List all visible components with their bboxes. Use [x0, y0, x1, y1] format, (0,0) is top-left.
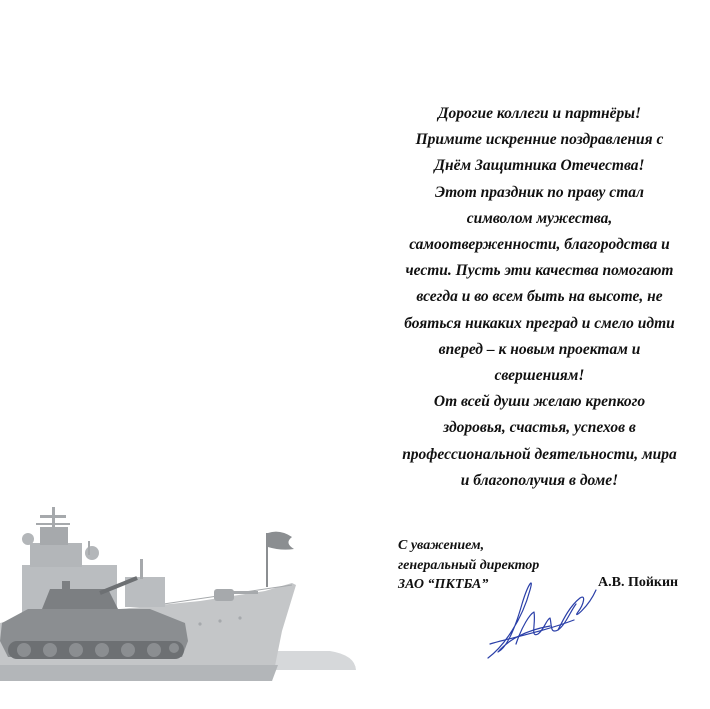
signer-name: А.В. Пойкин: [598, 575, 679, 590]
greeting-line: чести. Пусть эти качества помогают: [405, 262, 674, 280]
greeting-line: и благополучия в доме!: [460, 471, 619, 489]
greeting-line: Примите искренние поздравления с: [415, 131, 664, 149]
greeting-line: вперед – к новым проектам и: [438, 340, 641, 358]
greeting-line: свершениям!: [494, 367, 585, 385]
greeting-line: всегда и во всем быть на высоте, не: [416, 288, 663, 306]
handwritten-signature-icon: [470, 560, 605, 670]
greeting-line: Этот праздник по праву стал: [435, 183, 644, 201]
company-name: ЗАО “ПКТБА”: [398, 577, 489, 592]
greeting-line: бояться никаких преград и смело идти: [404, 314, 675, 332]
greeting-line: здоровья, счастья, успехов в: [443, 419, 636, 437]
greeting-heading: Дорогие коллеги и партнёры!: [437, 105, 642, 122]
greeting-text: [372, 101, 707, 494]
greeting-line: От всей души желаю крепкого: [433, 393, 646, 411]
greeting-line: символом мужества,: [466, 209, 613, 227]
position-text: генеральный директор: [398, 557, 540, 573]
military-illustration: [0, 505, 365, 690]
greeting-line: профессиональной деятельности, мира: [402, 445, 677, 463]
greeting-line: самоотверженности, благородства и: [409, 236, 670, 254]
flag-icon: [266, 532, 294, 587]
regards-text: С уважением,: [398, 538, 485, 553]
greeting-line: Днём Защитника Отечества!: [434, 157, 645, 175]
